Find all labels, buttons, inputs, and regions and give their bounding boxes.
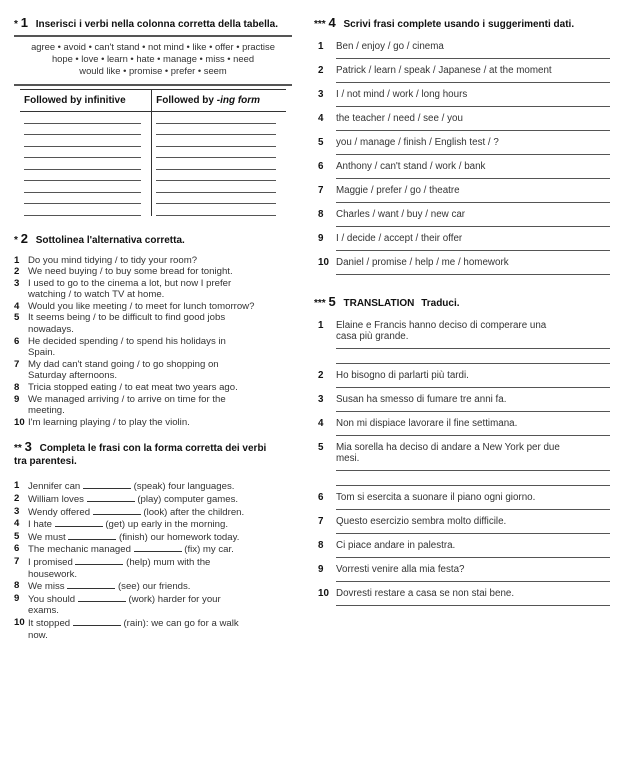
item-text[interactable]: I used to go to the cinema a lot, but now I prefer	[28, 277, 232, 289]
sentence-start: Jennifer can	[28, 481, 81, 493]
sentence-end: (play) computer games.	[137, 494, 239, 505]
word-bank-line: agree • avoid • can't stand • not mind • like • offer • practise	[31, 41, 275, 52]
list-item	[14, 518, 292, 531]
item-text	[28, 531, 292, 544]
gap-fill-blank[interactable]	[67, 580, 115, 589]
sentence-start: We must	[28, 531, 66, 543]
sentence-start: It stopped	[28, 617, 71, 629]
sentence-end: (look) after the children.	[143, 506, 245, 518]
item-text	[28, 617, 292, 630]
sentence-start: We miss	[28, 581, 65, 593]
answer-line[interactable]	[336, 348, 610, 349]
item-number: 6	[318, 161, 324, 172]
sentence-end: (speak) four languages.	[133, 481, 235, 493]
answer-line[interactable]	[336, 130, 610, 131]
answer-line[interactable]	[336, 58, 610, 59]
prompt-text: I / decide / accept / their offer	[336, 233, 463, 244]
gap-fill-blank[interactable]	[75, 556, 123, 565]
sentence-continuation: now.	[28, 629, 48, 641]
list-item	[314, 394, 610, 412]
list-item	[314, 41, 610, 59]
gap-fill-blank[interactable]	[55, 518, 103, 527]
sentence-start: William loves	[28, 494, 84, 505]
answer-line[interactable]	[156, 112, 276, 124]
prompt-text: Tom si esercita a suonare il piano ogni giorno.	[336, 492, 536, 503]
ing-cell	[152, 135, 286, 147]
sentence-end: (finish) our homework today.	[119, 531, 240, 543]
item-number: 1	[14, 480, 20, 492]
item-number: 2	[14, 493, 20, 504]
difficulty-stars: *	[14, 234, 18, 246]
word-bank-line: hope • love • learn • hate • manage • miss • need	[51, 53, 255, 64]
answer-line[interactable]	[24, 124, 141, 136]
list-item	[314, 257, 610, 275]
list-item	[314, 370, 610, 388]
list-item	[14, 480, 292, 493]
infinitive-cell	[20, 170, 152, 182]
sentence-end: (rain): we can go for a walk	[123, 617, 239, 629]
sentence-end: (see) our friends.	[117, 581, 191, 593]
exercise-3-header	[14, 440, 292, 468]
table-row	[20, 181, 286, 193]
list-item	[14, 593, 292, 617]
sentence-end: (work) harder for your	[128, 593, 221, 605]
answer-line[interactable]	[24, 112, 141, 124]
item-text[interactable]: Tricia stopped eating / to eat meat two years ago.	[28, 382, 238, 394]
answer-line[interactable]	[24, 181, 141, 193]
gap-fill-blank[interactable]	[87, 493, 135, 502]
prompt-text: Non mi dispiace lavorare il fine settimana.	[336, 418, 518, 429]
item-number: 10	[318, 257, 329, 268]
list-item	[314, 442, 610, 486]
answer-line[interactable]	[336, 509, 610, 510]
item-text	[28, 518, 292, 531]
sentence-start: I promised	[28, 556, 73, 568]
gap-fill-blank[interactable]	[73, 617, 121, 626]
infinitive-cell	[20, 193, 152, 205]
list-item	[14, 255, 292, 267]
list-item	[14, 580, 292, 593]
sentence-continuation: housework.	[28, 568, 78, 580]
list-item	[314, 113, 610, 131]
prompt-text: Susan ha smesso di fumare tre anni fa.	[336, 394, 507, 405]
gap-fill-blank[interactable]	[83, 480, 131, 489]
list-item	[314, 65, 610, 83]
list-item	[14, 359, 292, 382]
gap-fill-blank[interactable]	[134, 543, 182, 552]
column-header-infinitive: Followed by infinitive	[20, 90, 152, 112]
table-row	[20, 112, 286, 124]
prompt-text: Ho bisogno di parlarti più tardi.	[336, 370, 469, 381]
prompt-text: Ci piace andare in palestra.	[336, 540, 456, 551]
list-item	[314, 540, 610, 558]
item-text[interactable]: meeting.	[28, 405, 65, 417]
gap-fill-blank[interactable]	[93, 506, 141, 515]
list-item	[14, 493, 292, 506]
item-text	[28, 556, 292, 569]
sentence-start: I hate	[28, 519, 53, 531]
item-number: 7	[14, 555, 20, 567]
item-number: 8	[14, 382, 20, 394]
list-item	[14, 336, 292, 359]
sentence-start: Wendy offered	[28, 506, 91, 518]
prompt-text: you / manage / finish / English test / ?	[336, 137, 499, 148]
answer-line[interactable]	[336, 435, 610, 436]
difficulty-stars: ***	[314, 19, 326, 30]
item-number: 6	[318, 492, 324, 503]
answer-line[interactable]	[336, 557, 610, 558]
column-header-ing	[152, 90, 286, 112]
translation-tag: TRANSLATION	[343, 298, 415, 309]
list-item	[314, 137, 610, 155]
answer-line[interactable]	[24, 135, 141, 147]
exercise-instruction: Inserisci i verbi nella colonna corretta della tabella.	[35, 19, 279, 30]
item-number: 9	[14, 393, 20, 405]
list-item	[14, 382, 292, 394]
item-number: 1	[318, 41, 324, 52]
list-item	[314, 492, 610, 510]
item-number: 10	[14, 616, 25, 628]
answer-line[interactable]	[156, 135, 276, 147]
item-text[interactable]: We need buying / to buy some bread for tonight.	[28, 266, 233, 278]
exercise-2-list	[14, 255, 292, 429]
ing-cell	[152, 170, 286, 182]
item-text[interactable]: Would you like meeting / to meet for lunch tomorrow?	[28, 300, 255, 312]
answer-line[interactable]	[336, 250, 610, 251]
item-number: 8	[318, 540, 324, 551]
item-text	[28, 593, 292, 606]
exercise-3-list	[14, 480, 292, 641]
column-header-ing-suffix: -ing form	[216, 95, 261, 106]
answer-line[interactable]	[156, 124, 276, 136]
item-number: 3	[14, 277, 20, 289]
infinitive-cell	[20, 124, 152, 136]
item-number: 6	[14, 543, 20, 555]
ing-cell	[152, 181, 286, 193]
left-column	[14, 16, 292, 641]
item-number: 4	[318, 113, 324, 124]
difficulty-stars: ***	[314, 298, 326, 309]
table-row	[20, 193, 286, 205]
list-item	[314, 233, 610, 251]
list-item	[314, 185, 610, 203]
answer-line[interactable]	[24, 158, 141, 170]
prompt-text: Charles / want / buy / new car	[336, 209, 466, 220]
ing-cell	[152, 147, 286, 159]
answer-line[interactable]	[336, 178, 610, 179]
infinitive-cell	[20, 147, 152, 159]
infinitive-cell	[20, 112, 152, 124]
item-number: 8	[14, 580, 20, 592]
item-text[interactable]: Saturday afternoons.	[28, 370, 118, 382]
answer-line[interactable]	[336, 154, 610, 155]
answer-line[interactable]	[24, 147, 141, 159]
item-text	[28, 580, 292, 593]
item-number: 5	[318, 137, 324, 148]
prompt-text: Ben / enjoy / go / cinema	[336, 41, 444, 52]
list-item	[314, 320, 610, 364]
list-item	[314, 209, 610, 227]
list-item	[314, 418, 610, 436]
item-number: 7	[14, 358, 20, 370]
exercise-instruction-cont: tra parentesi.	[14, 456, 77, 468]
answer-line[interactable]	[336, 581, 610, 582]
list-item	[14, 617, 292, 641]
prompt-text: Anthony / can't stand / work / bank	[336, 161, 486, 172]
right-column	[314, 16, 610, 612]
answer-line[interactable]	[156, 193, 276, 205]
prompt-text: Elaine e Francis hanno deciso di comperare una	[336, 320, 547, 331]
list-item	[314, 588, 610, 606]
item-number: 1	[14, 254, 20, 266]
sentence-end: (get) up early in the morning.	[105, 519, 229, 531]
item-text[interactable]: watching / to watch TV at home.	[28, 289, 165, 301]
exercise-number: 1	[20, 15, 28, 30]
prompt-text: the teacher / need / see / you	[336, 113, 463, 124]
answer-line[interactable]	[336, 533, 610, 534]
item-number: 10	[318, 588, 329, 599]
prompt-text: Maggie / prefer / go / theatre	[336, 185, 460, 196]
answer-line[interactable]	[336, 274, 610, 275]
difficulty-stars: **	[14, 443, 22, 455]
sentence-end: (fix) my car.	[184, 544, 234, 556]
prompt-text: mesi.	[336, 453, 360, 464]
answer-line[interactable]	[336, 363, 610, 364]
list-item	[314, 161, 610, 179]
prompt-text: Vorresti venire alla mia festa?	[336, 564, 465, 575]
list-item	[314, 516, 610, 534]
prompt-text: casa più grande.	[336, 331, 409, 342]
item-text[interactable]: It seems being / to be difficult to find good jobs	[28, 312, 226, 324]
item-number: 7	[318, 185, 324, 196]
item-number: 9	[318, 564, 324, 575]
item-text	[28, 493, 292, 506]
list-item	[14, 312, 292, 335]
divider	[14, 84, 292, 86]
answer-line[interactable]	[336, 226, 610, 227]
exercise-instruction: Completa le frasi con la forma corretta dei verbi	[39, 443, 267, 455]
list-item	[14, 266, 292, 278]
item-number: 9	[318, 233, 324, 244]
exercise-5-header	[314, 295, 610, 310]
exercise-4-list	[314, 41, 610, 275]
table-row	[20, 135, 286, 147]
exercise-4-header	[314, 16, 610, 31]
table-row	[20, 204, 286, 216]
answer-line[interactable]	[336, 202, 610, 203]
exercise-number: 4	[328, 15, 336, 30]
prompt-text: Patrick / learn / speak / Japanese / at the moment	[336, 65, 552, 76]
item-number: 6	[14, 335, 20, 347]
item-text[interactable]: We managed arriving / to arrive on time for the	[28, 393, 226, 405]
item-number: 10	[14, 416, 25, 428]
exercise-1-header	[14, 16, 292, 31]
answer-line[interactable]	[156, 204, 276, 216]
table-row	[20, 158, 286, 170]
table-row	[20, 124, 286, 136]
item-text[interactable]: nowadays.	[28, 324, 74, 336]
infinitive-cell	[20, 204, 152, 216]
item-text	[28, 480, 292, 493]
word-bank	[14, 40, 292, 78]
difficulty-stars: *	[14, 19, 18, 30]
item-number: 4	[14, 300, 20, 312]
prompt-text: Dovresti restare a casa se non stai bene.	[336, 588, 515, 599]
exercise-5-list	[314, 320, 610, 606]
list-item	[314, 564, 610, 582]
answer-line[interactable]	[24, 204, 141, 216]
answer-line[interactable]	[336, 411, 610, 412]
item-text[interactable]: He decided spending / to spend his holidays in	[28, 335, 226, 347]
sentence-continuation: exams.	[28, 605, 59, 617]
infinitive-cell	[20, 135, 152, 147]
list-item	[14, 556, 292, 580]
list-item	[314, 89, 610, 107]
item-text[interactable]: Spain.	[28, 347, 56, 359]
item-number: 5	[14, 312, 20, 324]
prompt-text: Daniel / promise / help / me / homework	[336, 257, 509, 268]
gap-fill-blank[interactable]	[78, 593, 126, 602]
exercise-instruction: Sottolinea l'alternativa corretta.	[35, 234, 185, 246]
exercise-number: 5	[328, 294, 336, 309]
verb-table	[20, 89, 286, 216]
item-number: 2	[318, 370, 324, 381]
list-item	[14, 506, 292, 519]
prompt-text: Questo esercizio sembra molto difficile.	[336, 516, 507, 527]
sentence-start: You should	[28, 593, 76, 605]
item-number: 4	[318, 418, 324, 429]
exercise-number: 3	[24, 439, 32, 455]
item-number: 4	[14, 518, 20, 530]
column-header-ing-prefix: Followed by	[156, 95, 217, 106]
answer-line[interactable]	[24, 193, 141, 205]
item-number: 2	[14, 266, 20, 278]
word-bank-line: would like • promise • prefer • seem	[79, 65, 227, 76]
prompt-text: I / not mind / work / long hours	[336, 89, 468, 100]
answer-line[interactable]	[336, 470, 610, 471]
verb-table-body	[20, 112, 286, 216]
item-text	[28, 506, 292, 519]
list-item	[14, 531, 292, 544]
exercise-number: 2	[20, 230, 28, 246]
item-number: 5	[318, 442, 324, 453]
item-number: 8	[318, 209, 324, 220]
answer-line[interactable]	[156, 181, 276, 193]
ing-cell	[152, 124, 286, 136]
item-number: 9	[14, 592, 20, 604]
list-item	[14, 417, 292, 429]
sentence-end: (help) mum with the	[126, 556, 211, 568]
answer-line[interactable]	[24, 170, 141, 182]
item-number: 3	[14, 505, 20, 517]
list-item	[14, 278, 292, 301]
answer-line[interactable]	[156, 158, 276, 170]
answer-line[interactable]	[156, 147, 276, 159]
infinitive-cell	[20, 158, 152, 170]
list-item	[14, 543, 292, 556]
table-row	[20, 170, 286, 182]
divider	[14, 35, 292, 37]
list-item	[14, 301, 292, 313]
item-text[interactable]: I'm learning playing / to play the violin.	[28, 416, 190, 428]
ing-cell	[152, 193, 286, 205]
list-item	[14, 394, 292, 417]
answer-line[interactable]	[156, 170, 276, 182]
item-number: 2	[318, 65, 324, 76]
answer-line[interactable]	[336, 82, 610, 83]
item-number: 3	[318, 89, 324, 100]
answer-line[interactable]	[336, 605, 610, 606]
ing-cell	[152, 204, 286, 216]
item-text[interactable]: Do you mind tidying / to tidy your room?	[28, 254, 198, 266]
item-text[interactable]: My dad can't stand going / to go shopping on	[28, 358, 219, 370]
gap-fill-blank[interactable]	[68, 531, 116, 540]
answer-line[interactable]	[336, 387, 610, 388]
exercise-instruction: Scrivi frasi complete usando i suggerimenti dati.	[343, 19, 575, 30]
item-text	[28, 543, 292, 556]
infinitive-cell	[20, 181, 152, 193]
ing-cell	[152, 112, 286, 124]
answer-line[interactable]	[336, 485, 610, 486]
answer-line[interactable]	[336, 106, 610, 107]
exercise-instruction: Traduci.	[421, 298, 460, 309]
item-number: 3	[318, 394, 324, 405]
item-number: 1	[318, 320, 324, 331]
item-number: 7	[318, 516, 324, 527]
table-row	[20, 147, 286, 159]
ing-cell	[152, 158, 286, 170]
item-number: 5	[14, 530, 20, 542]
prompt-text: Mia sorella ha deciso di andare a New York per due	[336, 442, 560, 453]
exercise-2-header	[14, 232, 292, 247]
sentence-start: The mechanic managed	[28, 544, 131, 556]
